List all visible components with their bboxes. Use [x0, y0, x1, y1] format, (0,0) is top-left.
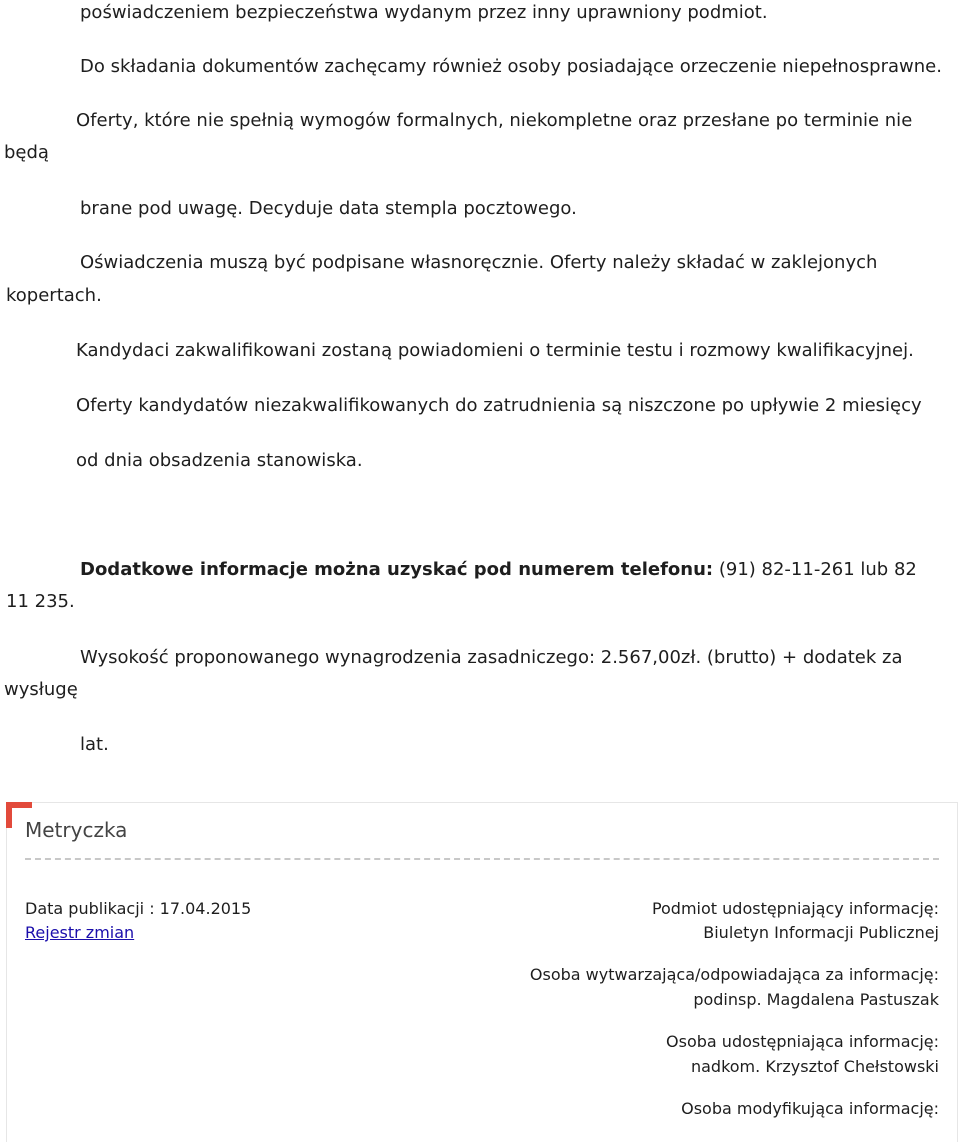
publisher-label: Osoba udostępniająca informację:	[666, 1032, 939, 1051]
provider-label: Podmiot udostępniający informację:	[651, 899, 939, 918]
text-line-salary-cont: wysługę	[4, 679, 78, 700]
text-line-phone	[80, 561, 917, 579]
author-value: podinsp. Magdalena Pastuszak	[693, 990, 939, 1009]
change-log-link[interactable]: Rejestr zmian	[25, 923, 135, 942]
text-line-signatures: Oświadczenia muszą być podpisane własnoręcznie. Oferty należy składać w zaklejonych	[80, 252, 878, 273]
author-label: Osoba wytwarzająca/odpowiadająca za informację:	[529, 965, 939, 984]
text-line-salary-years: lat.	[80, 734, 109, 755]
text-line-offers-formal-cont: będą	[4, 142, 49, 163]
phone-label: Dodatkowe informacje można uzyskać pod numerem telefonu:	[80, 559, 714, 580]
metryczka-divider	[25, 858, 939, 860]
text-line-candidates-notified: Kandydaci zakwalifikowani zostaną powiadomieni o terminie testu i rozmowy kwalifikacyjnej.	[76, 340, 914, 361]
text-line-offers-destroyed-cont: od dnia obsadzenia stanowiska.	[76, 450, 363, 471]
modifier-label: Osoba modyfikująca informację:	[681, 1099, 939, 1118]
phone-number: (91) 82-11-261 lub 82	[713, 559, 917, 580]
text-line-offers-destroyed: Oferty kandydatów niezakwalifikowanych do zatrudnienia są niszczone po upływie 2 miesięcy	[76, 395, 922, 416]
text-line-salary: Wysokość proponowanego wynagrodzenia zasadniczego: 2.567,00zł. (brutto) + dodatek za	[80, 647, 903, 668]
text-line-encouragement: Do składania dokumentów zachęcamy również osoby posiadające orzeczenie niepełnosprawne.	[80, 56, 942, 77]
text-line-phone-cont: 11 235.	[6, 591, 75, 612]
text-line-clearance: poświadczeniem bezpieczeństwa wydanym przez inny uprawniony podmiot.	[80, 2, 768, 23]
metryczka-title: Metryczka	[25, 818, 128, 842]
text-line-signatures-cont: kopertach.	[6, 285, 102, 306]
publication-date: Data publikacji : 17.04.2015	[25, 899, 252, 918]
text-line-postmark: brane pod uwagę. Decyduje data stempla pocztowego.	[80, 198, 577, 219]
text-line-offers-formal: Oferty, które nie spełnią wymogów formalnych, niekompletne oraz przesłane po terminie nie	[76, 110, 913, 131]
publisher-value: nadkom. Krzysztof Chełstowski	[690, 1057, 939, 1076]
provider-value: Biuletyn Informacji Publicznej	[703, 923, 939, 942]
